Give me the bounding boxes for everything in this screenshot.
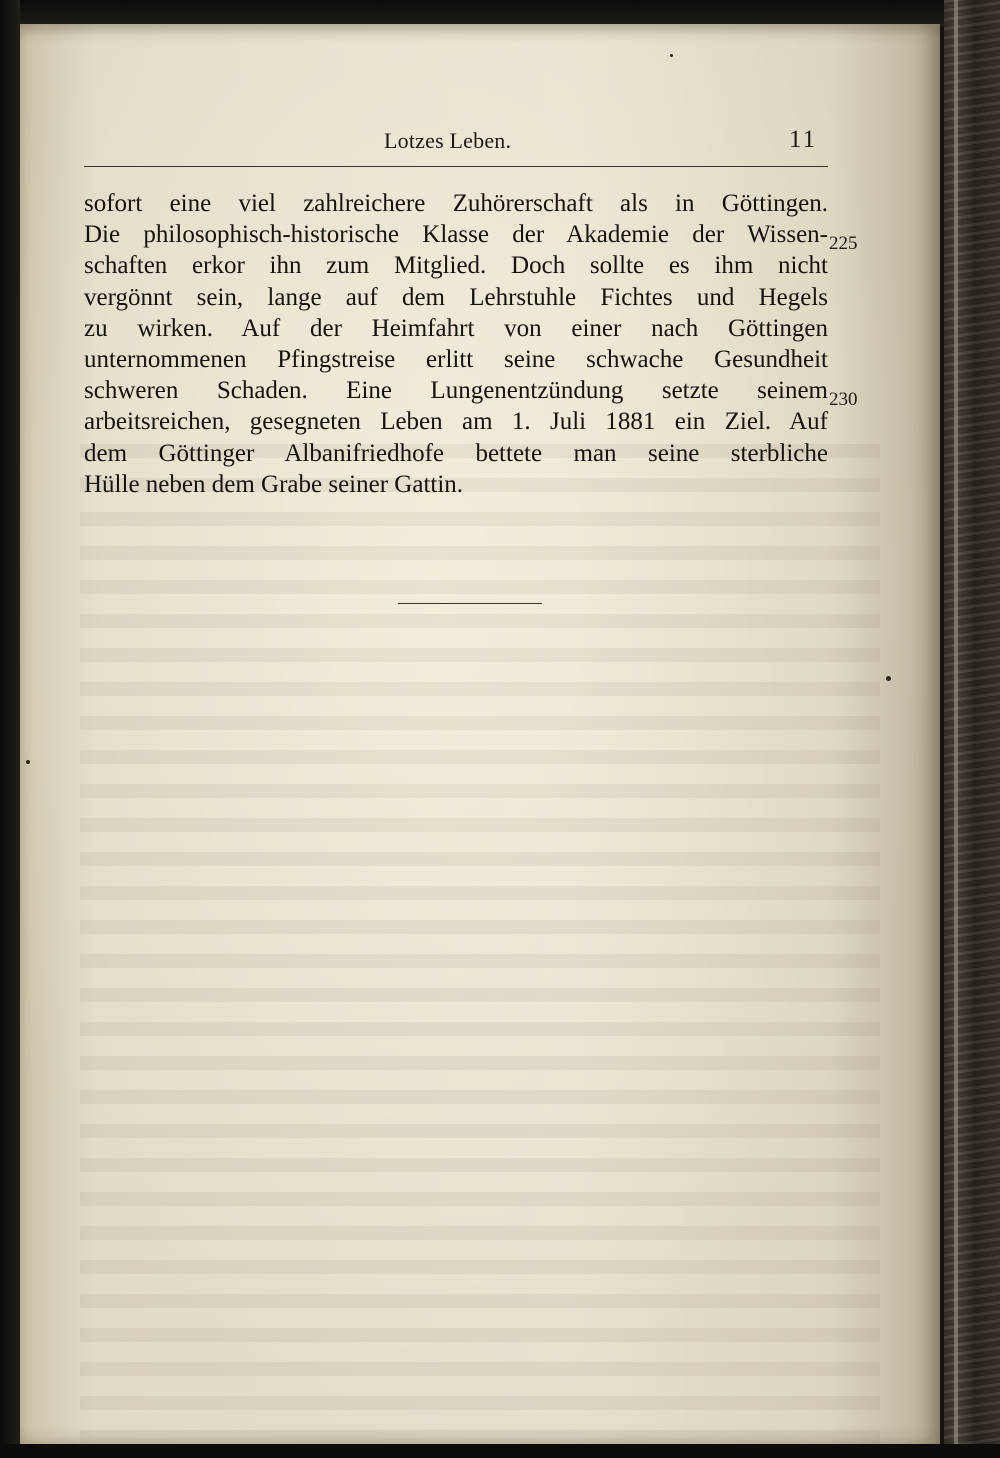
text-line: vergönnt sein, lange auf dem Lehrstuhle Fichtes und Hegels bbox=[84, 283, 828, 311]
bleed-through-texture bbox=[80, 424, 880, 1444]
paper-speck bbox=[670, 54, 673, 57]
header-rule bbox=[84, 166, 828, 167]
scanner-frame-bottom bbox=[0, 1444, 1000, 1458]
paper-speck bbox=[886, 676, 891, 681]
margin-line-number: 230 bbox=[829, 389, 858, 410]
running-head bbox=[20, 128, 940, 162]
text-line: sofort eine viel zahlreichere Zuhörerschaft als in Göttingen. bbox=[84, 190, 828, 217]
book-page bbox=[20, 24, 940, 1444]
scanner-frame-left bbox=[0, 0, 20, 1458]
text-line: unternommenen Pfingstreise erlitt seine schwache Gesundheit bbox=[84, 345, 828, 373]
text-line: arbeitsreichen, gesegneten Leben am 1. Juli 1881 ein Ziel. Auf bbox=[84, 408, 828, 436]
text-line: schaften erkor ihn zum Mitglied. Doch sollte es ihm nicht bbox=[84, 252, 828, 280]
page-number: 11 bbox=[789, 126, 818, 153]
text-line: zu wirken. Auf der Heimfahrt von einer nach Göttingen bbox=[84, 314, 828, 342]
scanner-frame-top bbox=[0, 0, 1000, 26]
section-separator-rule bbox=[398, 603, 542, 604]
running-head-title: Lotzes Leben. bbox=[384, 128, 512, 153]
book-cover-edge bbox=[944, 0, 1000, 1458]
margin-line-number: 225 bbox=[829, 233, 858, 254]
body-paragraph bbox=[84, 188, 828, 500]
text-line: Hülle neben dem Grabe seiner Gattin. bbox=[84, 470, 464, 498]
text-line: Die philosophisch-historische Klasse der Akademie der Wissen- bbox=[84, 221, 828, 249]
paper-speck bbox=[26, 760, 30, 764]
text-line: dem Göttinger Albanifriedhofe bettete man seine sterbliche bbox=[84, 439, 828, 467]
text-line: schweren Schaden. Eine Lungenentzündung setzte seinem bbox=[84, 377, 828, 405]
